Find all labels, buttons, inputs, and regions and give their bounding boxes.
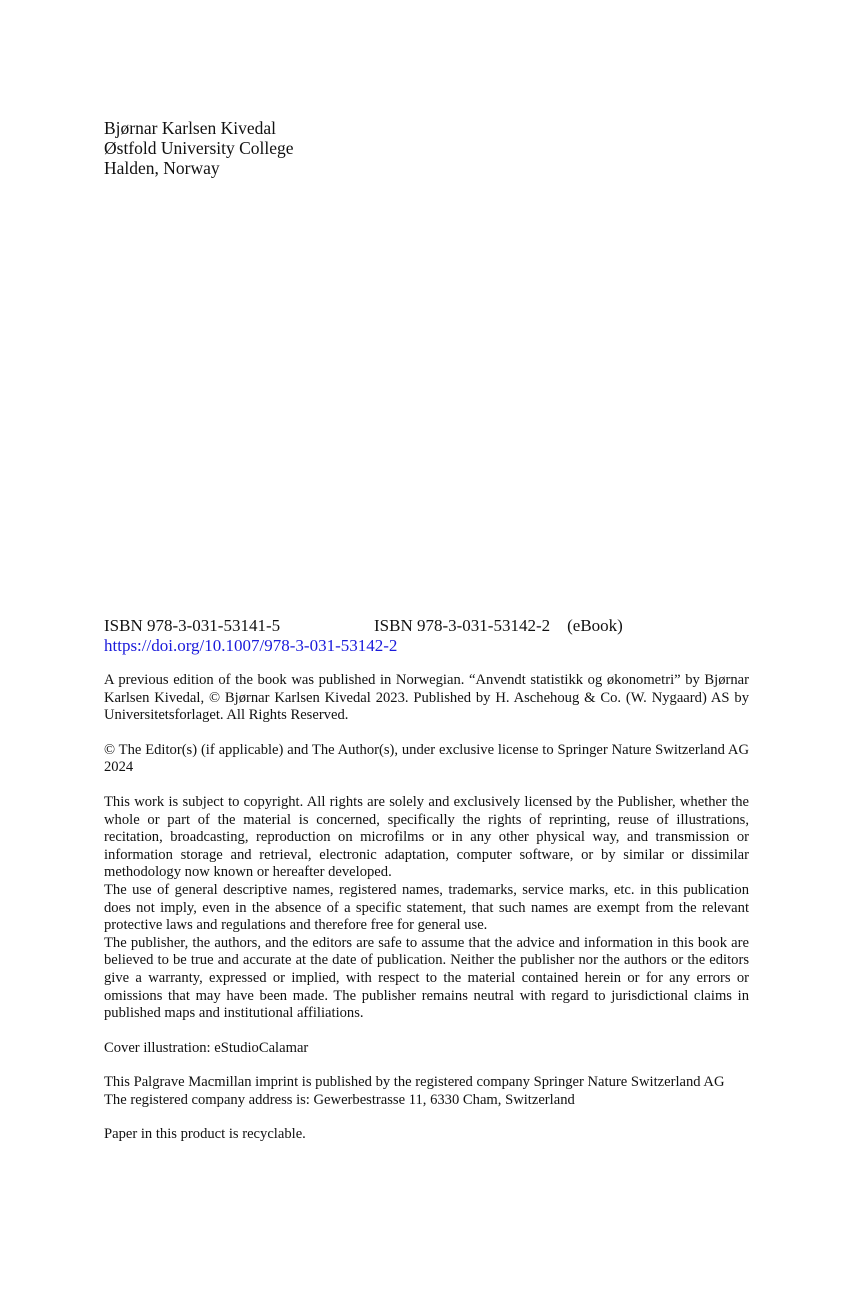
cover-credit: Cover illustration: eStudioCalamar [104, 1039, 309, 1056]
previous-edition-notice: A previous edition of the book was published in Norwegian. “Anvendt statistikk og økonometri” by Bjørnar Karlsen Kivedal, © Bjørnar Karlsen Kivedal 2023. Published by H. Aschehoug & Co. (W. Nygaard) AS by Universitetsforlaget. All Rights Reserved. [104, 672, 749, 724]
author-location: Halden, Norway [104, 158, 220, 178]
copyright-notice: This work is subject to copyright. All rights are solely and exclusively licensed by the Publisher, whether the whole or part of the material is concerned, specifically the rights of reprinting, reuse of illustrations, recitation, broadcasting, reproduction on microfilms or in any other physical way, and transmission or information storage and retrieval, electronic adaptation, computer software, or by similar or dissimilar methodology now known or hereafter developed. [104, 793, 749, 881]
disclaimer-notice: The publisher, the authors, and the editors are safe to assume that the advice and information in this book are believed to be true and accurate at the date of publication. Neither the publisher nor the authors or the editors give a warranty, expressed or implied, with respect to the material contained herein or for any errors or omissions that may have been made. The publisher remains neutral with regard to jurisdictional claims in published maps and institutional affiliations. [104, 934, 749, 1022]
isbn-ebook: ISBN 978-3-031-53142-2 (eBook) [374, 616, 623, 635]
trademark-notice: The use of general descriptive names, registered names, trademarks, service marks, etc. in this publication does not imply, even in the absence of a specific statement, that such names are exempt from the relevant protective laws and regulations and therefore free for general use. [104, 881, 749, 934]
legal-notice [104, 616, 749, 1144]
doi-link[interactable]: https://doi.org/10.1007/978-3-031-53142-2 [104, 636, 398, 655]
recyclable-notice: Paper in this product is recyclable. [104, 1126, 306, 1143]
company-address: The registered company address is: Gewerbestrasse 11, 6330 Cham, Switzerland [104, 1091, 575, 1108]
imprint-notice: This Palgrave Macmillan imprint is published by the registered company Springer Nature Switzerland AG [104, 1074, 725, 1091]
license-notice: © The Editor(s) (if applicable) and The Author(s), under exclusive license to Springer Nature Switzerland AG 2024 [104, 741, 749, 776]
author-institution: Østfold University College [104, 138, 294, 158]
author-name: Bjørnar Karlsen Kivedal [104, 118, 277, 138]
isbn-print: ISBN 978-3-031-53141-5 [104, 616, 281, 635]
author-block [104, 118, 294, 178]
isbn-row [104, 616, 749, 636]
